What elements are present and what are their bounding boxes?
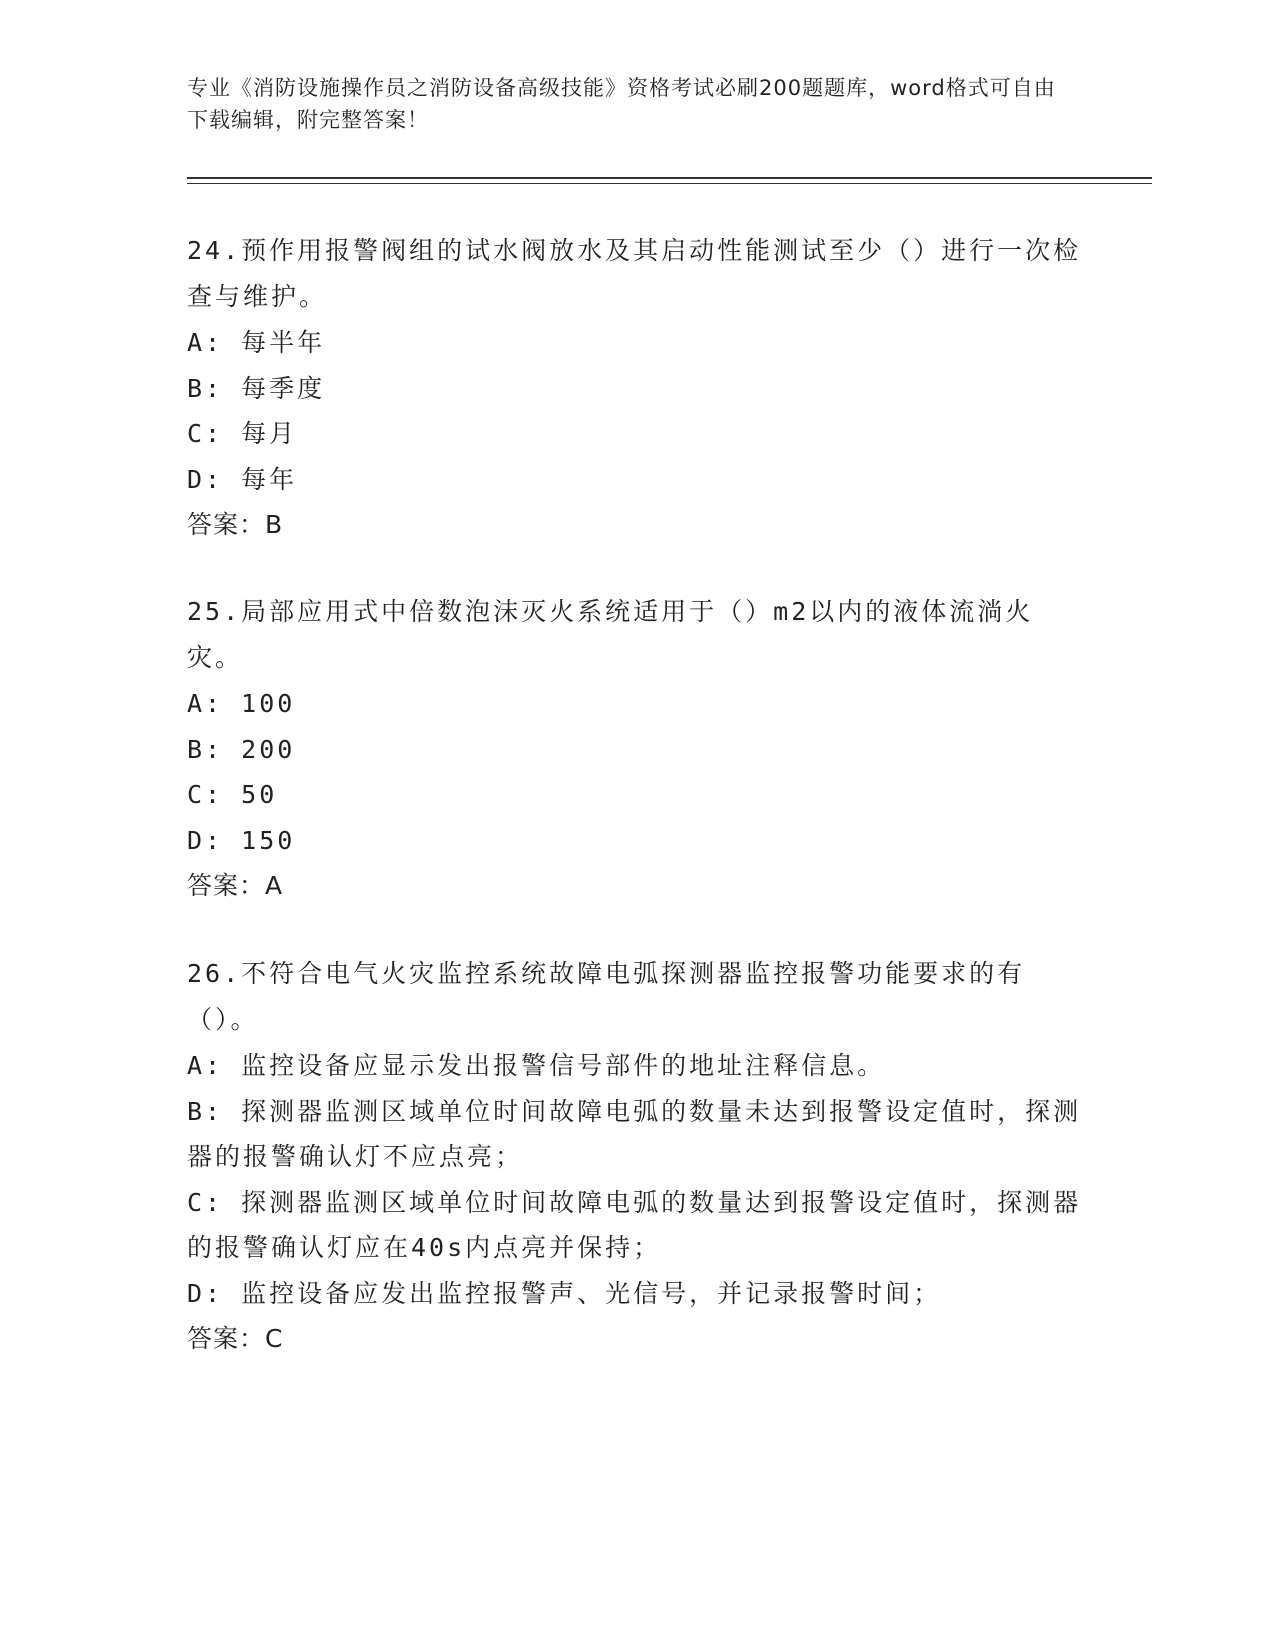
- question-26: [187, 951, 1087, 1362]
- question-24: [187, 228, 1087, 548]
- option-b: B: 每季度: [187, 373, 326, 403]
- header-divider: [187, 177, 1152, 179]
- option-b: B: 探测器监测区域单位时间故障电弧的数量未达到报警设定值时，探测器的报警确认灯不应点亮；: [187, 1096, 1082, 1171]
- option-a: A: 监控设备应显示发出报警信号部件的地址注释信息。: [187, 1051, 886, 1080]
- answer: 答案：C: [187, 1324, 284, 1353]
- option-b: B: 200: [187, 734, 296, 764]
- option-c: C: 探测器监测区域单位时间故障电弧的数量达到报警设定值时，探测器的报警确认灯应在40s内点亮并保持；: [187, 1187, 1082, 1262]
- page-header: 专业《消防设施操作员之消防设备高级技能》资格考试必刷200题题库，word格式可自由下载编辑，附完整答案！: [187, 76, 1056, 132]
- option-d: D: 150: [187, 825, 296, 855]
- option-d: D: 监控设备应发出监控报警声、光信号，并记录报警时间；: [187, 1278, 942, 1308]
- option-d: D: 每年: [187, 464, 298, 494]
- question-stem: 25.局部应用式中倍数泡沫灭火系统适用于（）m2以内的液体流淌火灾。: [187, 597, 1034, 672]
- header-divider-thin: [187, 183, 1152, 184]
- question-stem: 26.不符合电气火灾监控系统故障电弧探测器监控报警功能要求的有（）。: [187, 959, 1026, 1034]
- answer: 答案：B: [187, 510, 284, 539]
- option-a: A: 100: [187, 689, 296, 718]
- answer: 答案：A: [187, 871, 284, 900]
- option-a: A: 每半年: [187, 328, 326, 357]
- option-c: C: 每月: [187, 419, 298, 448]
- question-stem: 24.预作用报警阀组的试水阀放水及其启动性能测试至少（）进行一次检查与维护。: [187, 236, 1082, 311]
- option-c: C: 50: [187, 780, 278, 809]
- question-25: [187, 589, 1087, 909]
